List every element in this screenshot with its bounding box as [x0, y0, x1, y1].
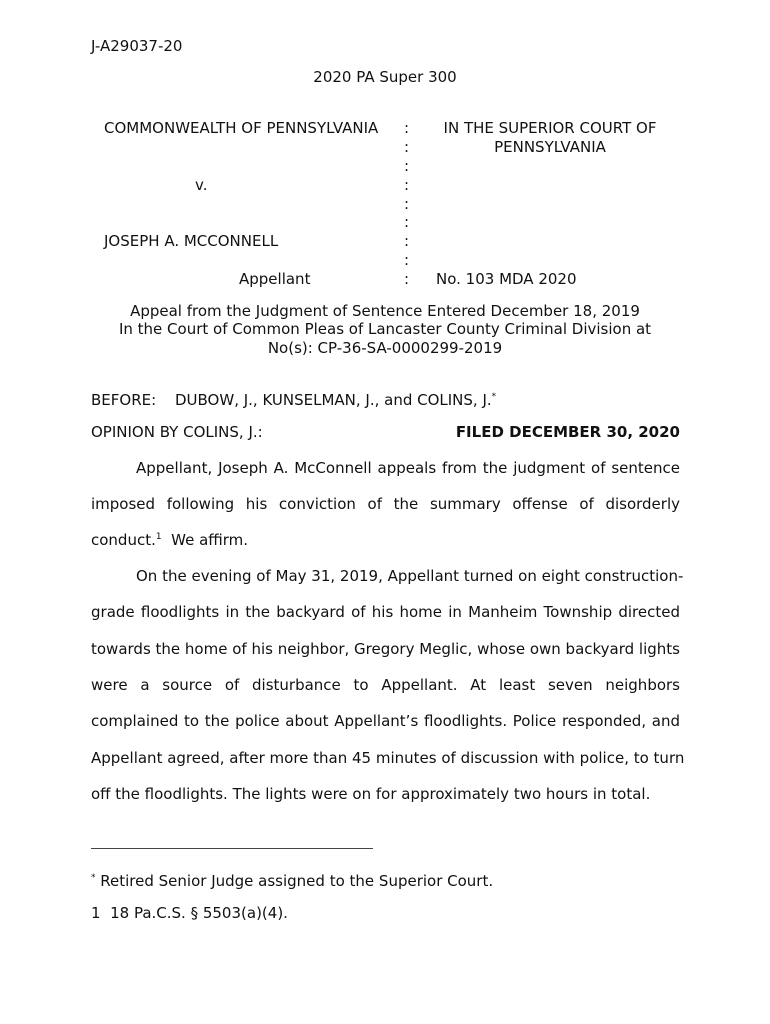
caption-colon: :	[404, 232, 410, 250]
footnote-divider	[91, 848, 373, 849]
appeal-line: No(s): CP-36-SA-0000299-2019	[267, 339, 503, 357]
opinion-by: OPINION BY COLINS, J.:	[91, 423, 263, 441]
body-line: grade floodlights in the backyard of his home in Manheim Township directed	[91, 603, 680, 621]
appeal-line: Appeal from the Judgment of Sentence Entered December 18, 2019	[130, 302, 640, 320]
body-line: imposed following his conviction of the summary offense of disorderly	[91, 495, 680, 513]
caption-left-party: COMMONWEALTH OF PENNSYLVANIA	[104, 119, 379, 137]
caption-colon: :	[404, 119, 410, 137]
body-line	[91, 531, 680, 549]
caption-colon: :	[404, 138, 410, 156]
body-text: conduct.	[91, 531, 156, 549]
caption-colon: :	[404, 213, 410, 231]
filed-date: FILED DECEMBER 30, 2020	[455, 423, 680, 441]
body-line: off the floodlights. The lights were on for approximately two hours in total.	[91, 785, 651, 803]
caption-colon: :	[404, 157, 410, 175]
body-line: On the evening of May 31, 2019, Appellant turned on eight construction-	[136, 567, 684, 585]
body-text: We affirm.	[161, 531, 249, 549]
caption-colon: :	[404, 195, 410, 213]
body-line: Appellant agreed, after more than 45 minutes of discussion with police, to turn	[91, 749, 685, 767]
before-footnote-mark: *	[491, 392, 497, 402]
before-label: BEFORE:	[91, 391, 157, 409]
footnote-star	[91, 872, 493, 890]
footnote-star-text: Retired Senior Judge assigned to the Superior Court.	[100, 872, 494, 890]
caption-docket-no: No. 103 MDA 2020	[436, 270, 577, 288]
footnote-one	[91, 904, 288, 922]
caption-colon: :	[404, 251, 410, 269]
caption-court-line1: IN THE SUPERIOR COURT OF	[443, 119, 657, 137]
before-judges-text: DUBOW, J., KUNSELMAN, J., and COLINS, J.	[175, 391, 492, 409]
body-line: towards the home of his neighbor, Gregory Meglic, whose own backyard lights	[91, 640, 680, 658]
footnote-star-mark: *	[91, 873, 96, 883]
caption-colon: :	[404, 270, 410, 288]
caption-role: Appellant	[239, 270, 311, 288]
appeal-line: In the Court of Common Pleas of Lancaster County Criminal Division at	[118, 320, 652, 338]
citation: 2020 PA Super 300	[313, 68, 457, 86]
body-line: Appellant, Joseph A. McConnell appeals from the judgment of sentence	[136, 459, 680, 477]
footnote-one-mark: 1	[91, 904, 101, 922]
before-judges	[175, 391, 496, 409]
footnote-ref: 1	[155, 532, 162, 542]
caption-versus: v.	[195, 176, 208, 194]
body-line: complained to the police about Appellant’s floodlights. Police responded, and	[91, 712, 680, 730]
caption-colon: :	[404, 176, 410, 194]
caption-court-line2: PENNSYLVANIA	[494, 138, 606, 156]
body-line: were a source of disturbance to Appellant. At least seven neighbors	[91, 676, 680, 694]
caption-defendant: JOSEPH A. MCCONNELL	[104, 232, 279, 250]
footnote-one-text: 18 Pa.C.S. § 5503(a)(4).	[110, 904, 288, 922]
docket-number: J-A29037-20	[91, 37, 183, 55]
